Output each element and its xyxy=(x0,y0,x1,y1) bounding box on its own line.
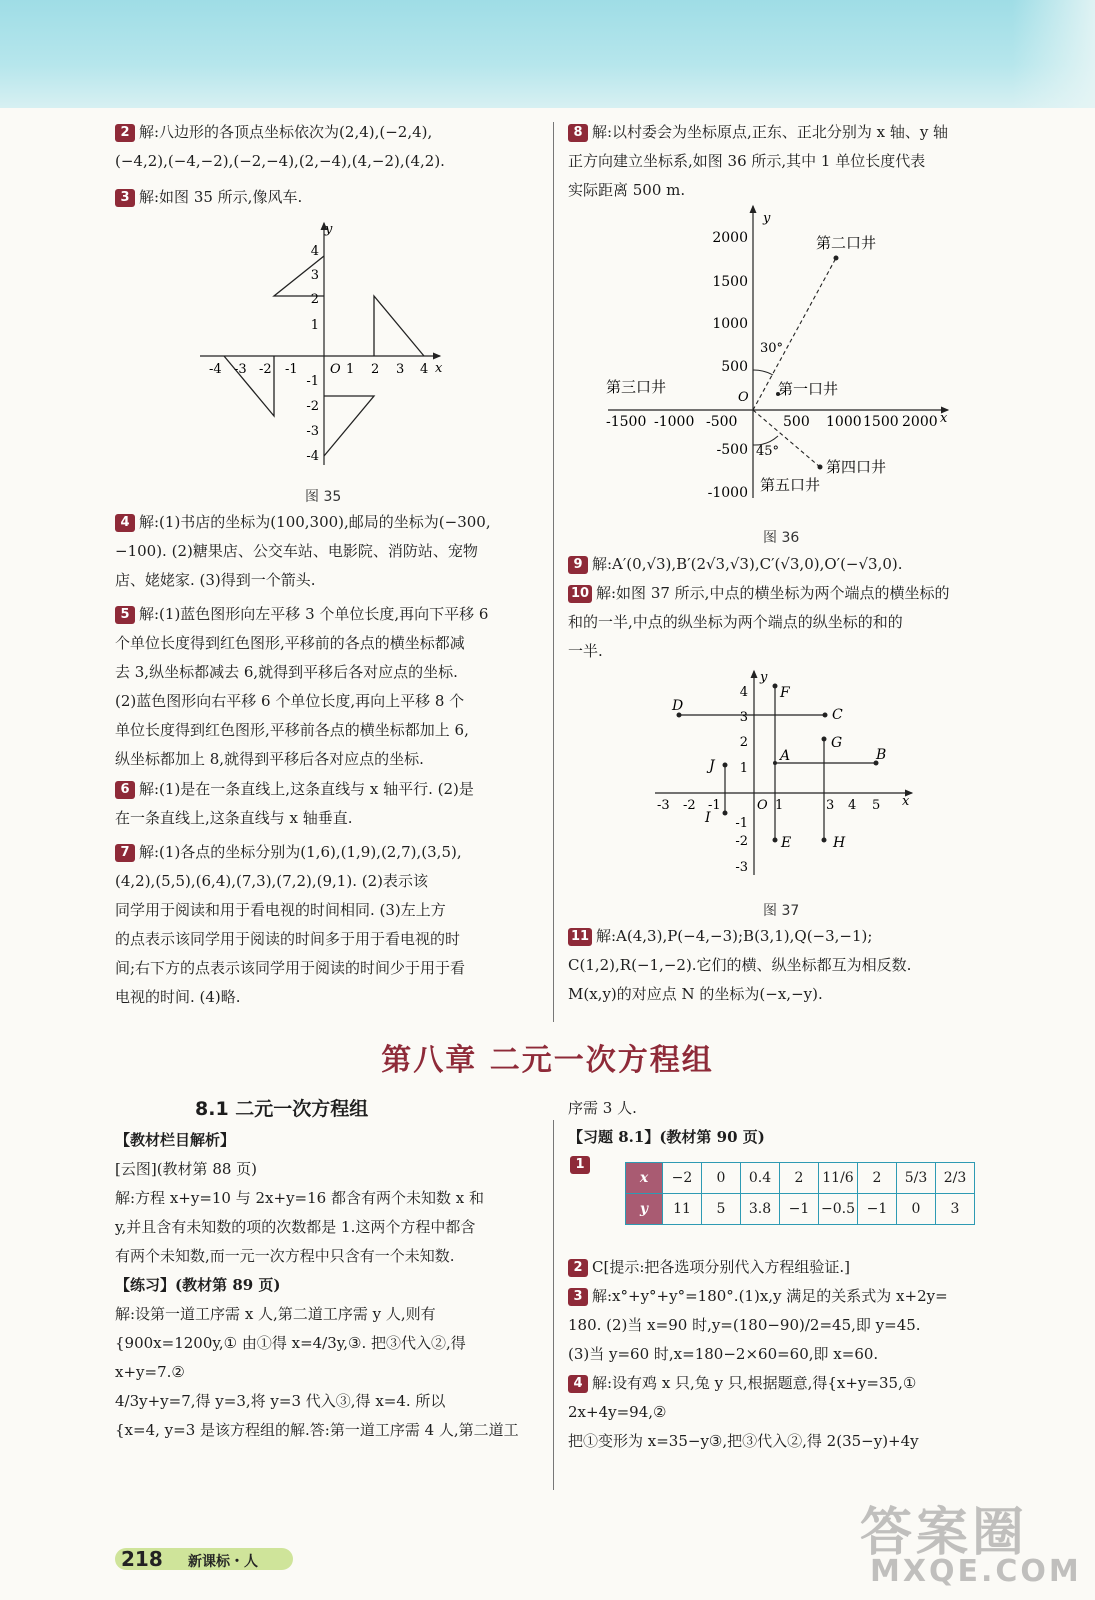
svg-text:4: 4 xyxy=(310,244,319,259)
svg-text:J: J xyxy=(709,758,715,774)
svg-text:500: 500 xyxy=(721,359,748,375)
answer-4: 4 解:(1)书店的坐标为(100,300),邮局的坐标为(−300, −100). (2)糖果店、公交车站、电影院、消防站、宠物 店、姥姥家. (3)得到一个箭头. xyxy=(115,513,491,589)
svg-text:1000: 1000 xyxy=(826,414,862,430)
figure-37-caption: 图 37 xyxy=(763,903,800,919)
table-row: x −2 0 0.4 2 11/6 2 5/3 2/3 xyxy=(626,1163,975,1194)
question-badge: 3 xyxy=(115,189,135,207)
page-edge-highlight xyxy=(1012,0,1095,108)
svg-text:I: I xyxy=(705,810,711,826)
svg-text:-1500: -1500 xyxy=(606,414,647,430)
svg-text:1: 1 xyxy=(739,761,748,776)
svg-text:x: x xyxy=(940,411,948,426)
svg-text:2000: 2000 xyxy=(902,414,938,430)
svg-text:2: 2 xyxy=(310,292,319,307)
svg-text:-1: -1 xyxy=(735,816,748,831)
svg-text:-1: -1 xyxy=(708,798,721,813)
answer-8: 8 解:以村委会为坐标原点,正东、正北分别为 x 轴、y 轴 正方向建立坐标系,如图 36 所示,其中 1 单位长度代表 实际距离 500 m. xyxy=(568,123,949,199)
question-badge: 4 xyxy=(568,1375,588,1393)
svg-text:-1: -1 xyxy=(306,374,319,389)
svg-text:O: O xyxy=(757,798,768,813)
svg-text:30°: 30° xyxy=(760,341,784,356)
svg-text:-2: -2 xyxy=(735,834,748,849)
textbook-analysis: 【教材栏目解析】 [云图](教材第 88 页) 解:方程 x+y=10 与 2x+y=16 都含有两个未知数 x 和 y,并且含有未知数的项的次数都是 1.这两个方程中都含 有两个未知数,而一元一次方程中只含有一个未知数. 【练习】(教材第 89 页) 解:设第一道工序需 x 人,第二道工序需 y 人,则有 {900x=1200y,① 由①得 x=4/3y,③. 把③代入②,得 x+y=7.② 4/3y+y=7,得 y=3,将 y=3 代入③,得 x=4. 所以 {x=4, y=3 是该方程组的解.答:第一道工序需 4 人,第二道工 xyxy=(115,1131,519,1439)
answer-3: 3 解:如图 35 所示,像风车. xyxy=(115,183,545,212)
svg-text:1500: 1500 xyxy=(712,274,748,290)
watermark: 答案圈 MXQE.COM xyxy=(860,1503,1082,1589)
y-axis-label: y xyxy=(325,222,333,237)
question-badge: 6 xyxy=(115,781,135,799)
answer-6: 6 解:(1)是在一条直线上,这条直线与 x 轴平行. (2)是 在一条直线上,这条直线与 x 轴垂直. xyxy=(115,780,474,827)
exercise-section: 序需 3 人. 【习题 8.1】(教材第 90 页) xyxy=(568,1099,765,1146)
footer-label: 新课标・人 xyxy=(188,1554,258,1570)
svg-text:-3: -3 xyxy=(306,424,319,439)
point-labels xyxy=(671,685,886,851)
svg-text:H: H xyxy=(833,835,846,851)
svg-text:3: 3 xyxy=(310,268,319,283)
x-tick-labels xyxy=(657,798,880,813)
table-row: y 11 5 3.8 −1 −0.5 −1 0 3 xyxy=(626,1194,975,1225)
values-table xyxy=(625,1162,975,1225)
question-badge: 5 xyxy=(115,606,135,624)
svg-text:第五口井: 第五口井 xyxy=(760,476,821,494)
question-badge: 1 xyxy=(570,1156,590,1174)
top-color-band xyxy=(0,0,1095,108)
figure-36 xyxy=(598,200,958,505)
svg-text:5: 5 xyxy=(872,798,881,813)
answers-2-4: 2 C[提示:把各选项分别代入方程组验证.] 3 解:x°+y°+y°=180°.(1)x,y 满足的关系式为 x+2y= 180. (2)当 x=90 时,y=(180−90)/2=45,即 y=45. (3)当 y=60 时,x=180−2×60=60,即 x=60. 4 解:设有鸡 x 只,兔 y 只,根据题意,得{x+y=35,① 2x+4y=94,② 把①变形为 x=35−y③,把③代入②,得 2(35−y)+4y xyxy=(568,1258,948,1450)
figure-37 xyxy=(650,665,920,880)
svg-text:第四口井: 第四口井 xyxy=(826,458,887,476)
column-divider-lower xyxy=(553,1120,554,1490)
svg-text:-1000: -1000 xyxy=(654,414,695,430)
answer-2: 2 解:八边形的各顶点坐标依次为(2,4),(−2,4), (−4,2),(−4,−2),(−2,−4),(2,−4),(4,−2),(4,2). xyxy=(115,123,445,170)
svg-text:O: O xyxy=(330,362,341,377)
svg-text:2: 2 xyxy=(739,735,748,750)
x-tick-labels xyxy=(606,414,938,430)
y-tick-labels xyxy=(708,230,748,501)
x-axis-label: x xyxy=(435,361,443,376)
svg-text:-2: -2 xyxy=(306,399,319,414)
svg-text:-2: -2 xyxy=(683,798,696,813)
svg-text:A: A xyxy=(780,748,791,764)
question-badge: 7 xyxy=(115,844,135,862)
figure-35-caption: 图 35 xyxy=(305,489,342,505)
svg-text:-1: -1 xyxy=(285,362,298,377)
svg-text:3: 3 xyxy=(826,798,835,813)
answer-5: 5 解:(1)蓝色图形向左平移 3 个单位长度,再向下平移 6 个单位长度得到红色图形,平移前的各点的横坐标都减 去 3,纵坐标都减去 6,就得到平移后各对应点的坐标. (2)蓝色图形向右平移 6 个单位长度,再向上平移 8 个 单位长度得到红色图形,平移前各点的横坐标都加上 6, 纵坐标都加上 8,就得到平移后各对应点的坐标. xyxy=(115,605,489,768)
svg-text:-3: -3 xyxy=(234,362,247,377)
svg-text:B: B xyxy=(876,747,887,763)
svg-text:-3: -3 xyxy=(735,860,748,875)
question-badge: 3 xyxy=(568,1288,588,1306)
svg-text:4: 4 xyxy=(420,362,429,377)
svg-text:2: 2 xyxy=(371,362,380,377)
question-badge: 2 xyxy=(115,124,135,142)
svg-text:E: E xyxy=(781,835,792,851)
y-tick-labels xyxy=(735,685,748,875)
svg-text:O: O xyxy=(738,390,749,405)
question-badge: 8 xyxy=(568,124,588,142)
svg-text:1000: 1000 xyxy=(712,316,748,332)
figure-36-caption: 图 36 xyxy=(763,530,800,546)
question-badge: 2 xyxy=(568,1259,588,1277)
svg-text:-2: -2 xyxy=(259,362,272,377)
svg-text:45°: 45° xyxy=(756,444,780,459)
svg-text:y: y xyxy=(760,670,768,685)
answer-10: 10 解:如图 37 所示,中点的横坐标为两个端点的横坐标的 和的一半,中点的纵坐标为两个端点的纵坐标的和的 一半. xyxy=(568,584,950,660)
svg-text:D: D xyxy=(672,698,684,714)
answer-9: 9 解:A′(0,√3),B′(2√3,√3),C′(√3,0),O′(−√3,0). xyxy=(568,550,998,579)
svg-text:1: 1 xyxy=(310,318,319,333)
svg-text:x: x xyxy=(902,794,910,809)
svg-text:F: F xyxy=(780,685,790,701)
page-number: 218 xyxy=(121,1547,163,1571)
svg-text:4: 4 xyxy=(848,798,857,813)
svg-text:1: 1 xyxy=(775,798,784,813)
svg-text:-1000: -1000 xyxy=(707,485,748,501)
svg-text:y: y xyxy=(763,211,771,226)
svg-text:-500: -500 xyxy=(716,442,748,458)
svg-text:3: 3 xyxy=(396,362,405,377)
figure-35 xyxy=(195,215,455,470)
svg-text:-4: -4 xyxy=(209,362,222,377)
svg-text:1: 1 xyxy=(346,362,355,377)
answer-11: 11 解:A(4,3),P(−4,−3);B(3,1),Q(−3,−1); C(1,2),R(−1,−2).它们的横、纵坐标都互为相反数. M(x,y)的对应点 N 的坐标为(−x,−y). xyxy=(568,927,912,1003)
svg-text:500: 500 xyxy=(783,414,810,430)
svg-text:4: 4 xyxy=(739,685,748,700)
svg-text:C: C xyxy=(832,707,843,723)
svg-text:第一口井: 第一口井 xyxy=(778,380,839,398)
svg-text:第三口井: 第三口井 xyxy=(606,378,667,396)
chapter-title: 第八章 二元一次方程组 xyxy=(381,1043,714,1078)
svg-text:-4: -4 xyxy=(306,449,319,464)
y-tick-labels xyxy=(306,244,319,464)
question-badge: 9 xyxy=(568,556,588,574)
answer-7: 7 解:(1)各点的坐标分别为(1,6),(1,9),(2,7),(3,5), (4,2),(5,5),(6,4),(7,3),(7,2),(9,1). (2)表示该 同学用于阅读和用于看电视的时间相同. (3)左上方 的点表示该同学用于阅读的时间多于用于看电视的时 间;右下方的点表示该同学用于阅读的时间少于用于看 电视的时间. (4)略. xyxy=(115,843,466,1006)
question-badge: 11 xyxy=(568,928,592,946)
svg-text:1500: 1500 xyxy=(863,414,899,430)
svg-text:G: G xyxy=(831,735,843,751)
svg-text:3: 3 xyxy=(739,710,748,725)
svg-text:2000: 2000 xyxy=(712,230,748,246)
svg-text:-3: -3 xyxy=(657,798,670,813)
question-badge: 10 xyxy=(568,585,592,603)
svg-text:-500: -500 xyxy=(706,414,738,430)
column-divider xyxy=(553,122,554,1022)
svg-text:第二口井: 第二口井 xyxy=(816,234,877,252)
question-badge: 4 xyxy=(115,514,135,532)
section-title: 8.1 二元一次方程组 xyxy=(195,1098,369,1120)
